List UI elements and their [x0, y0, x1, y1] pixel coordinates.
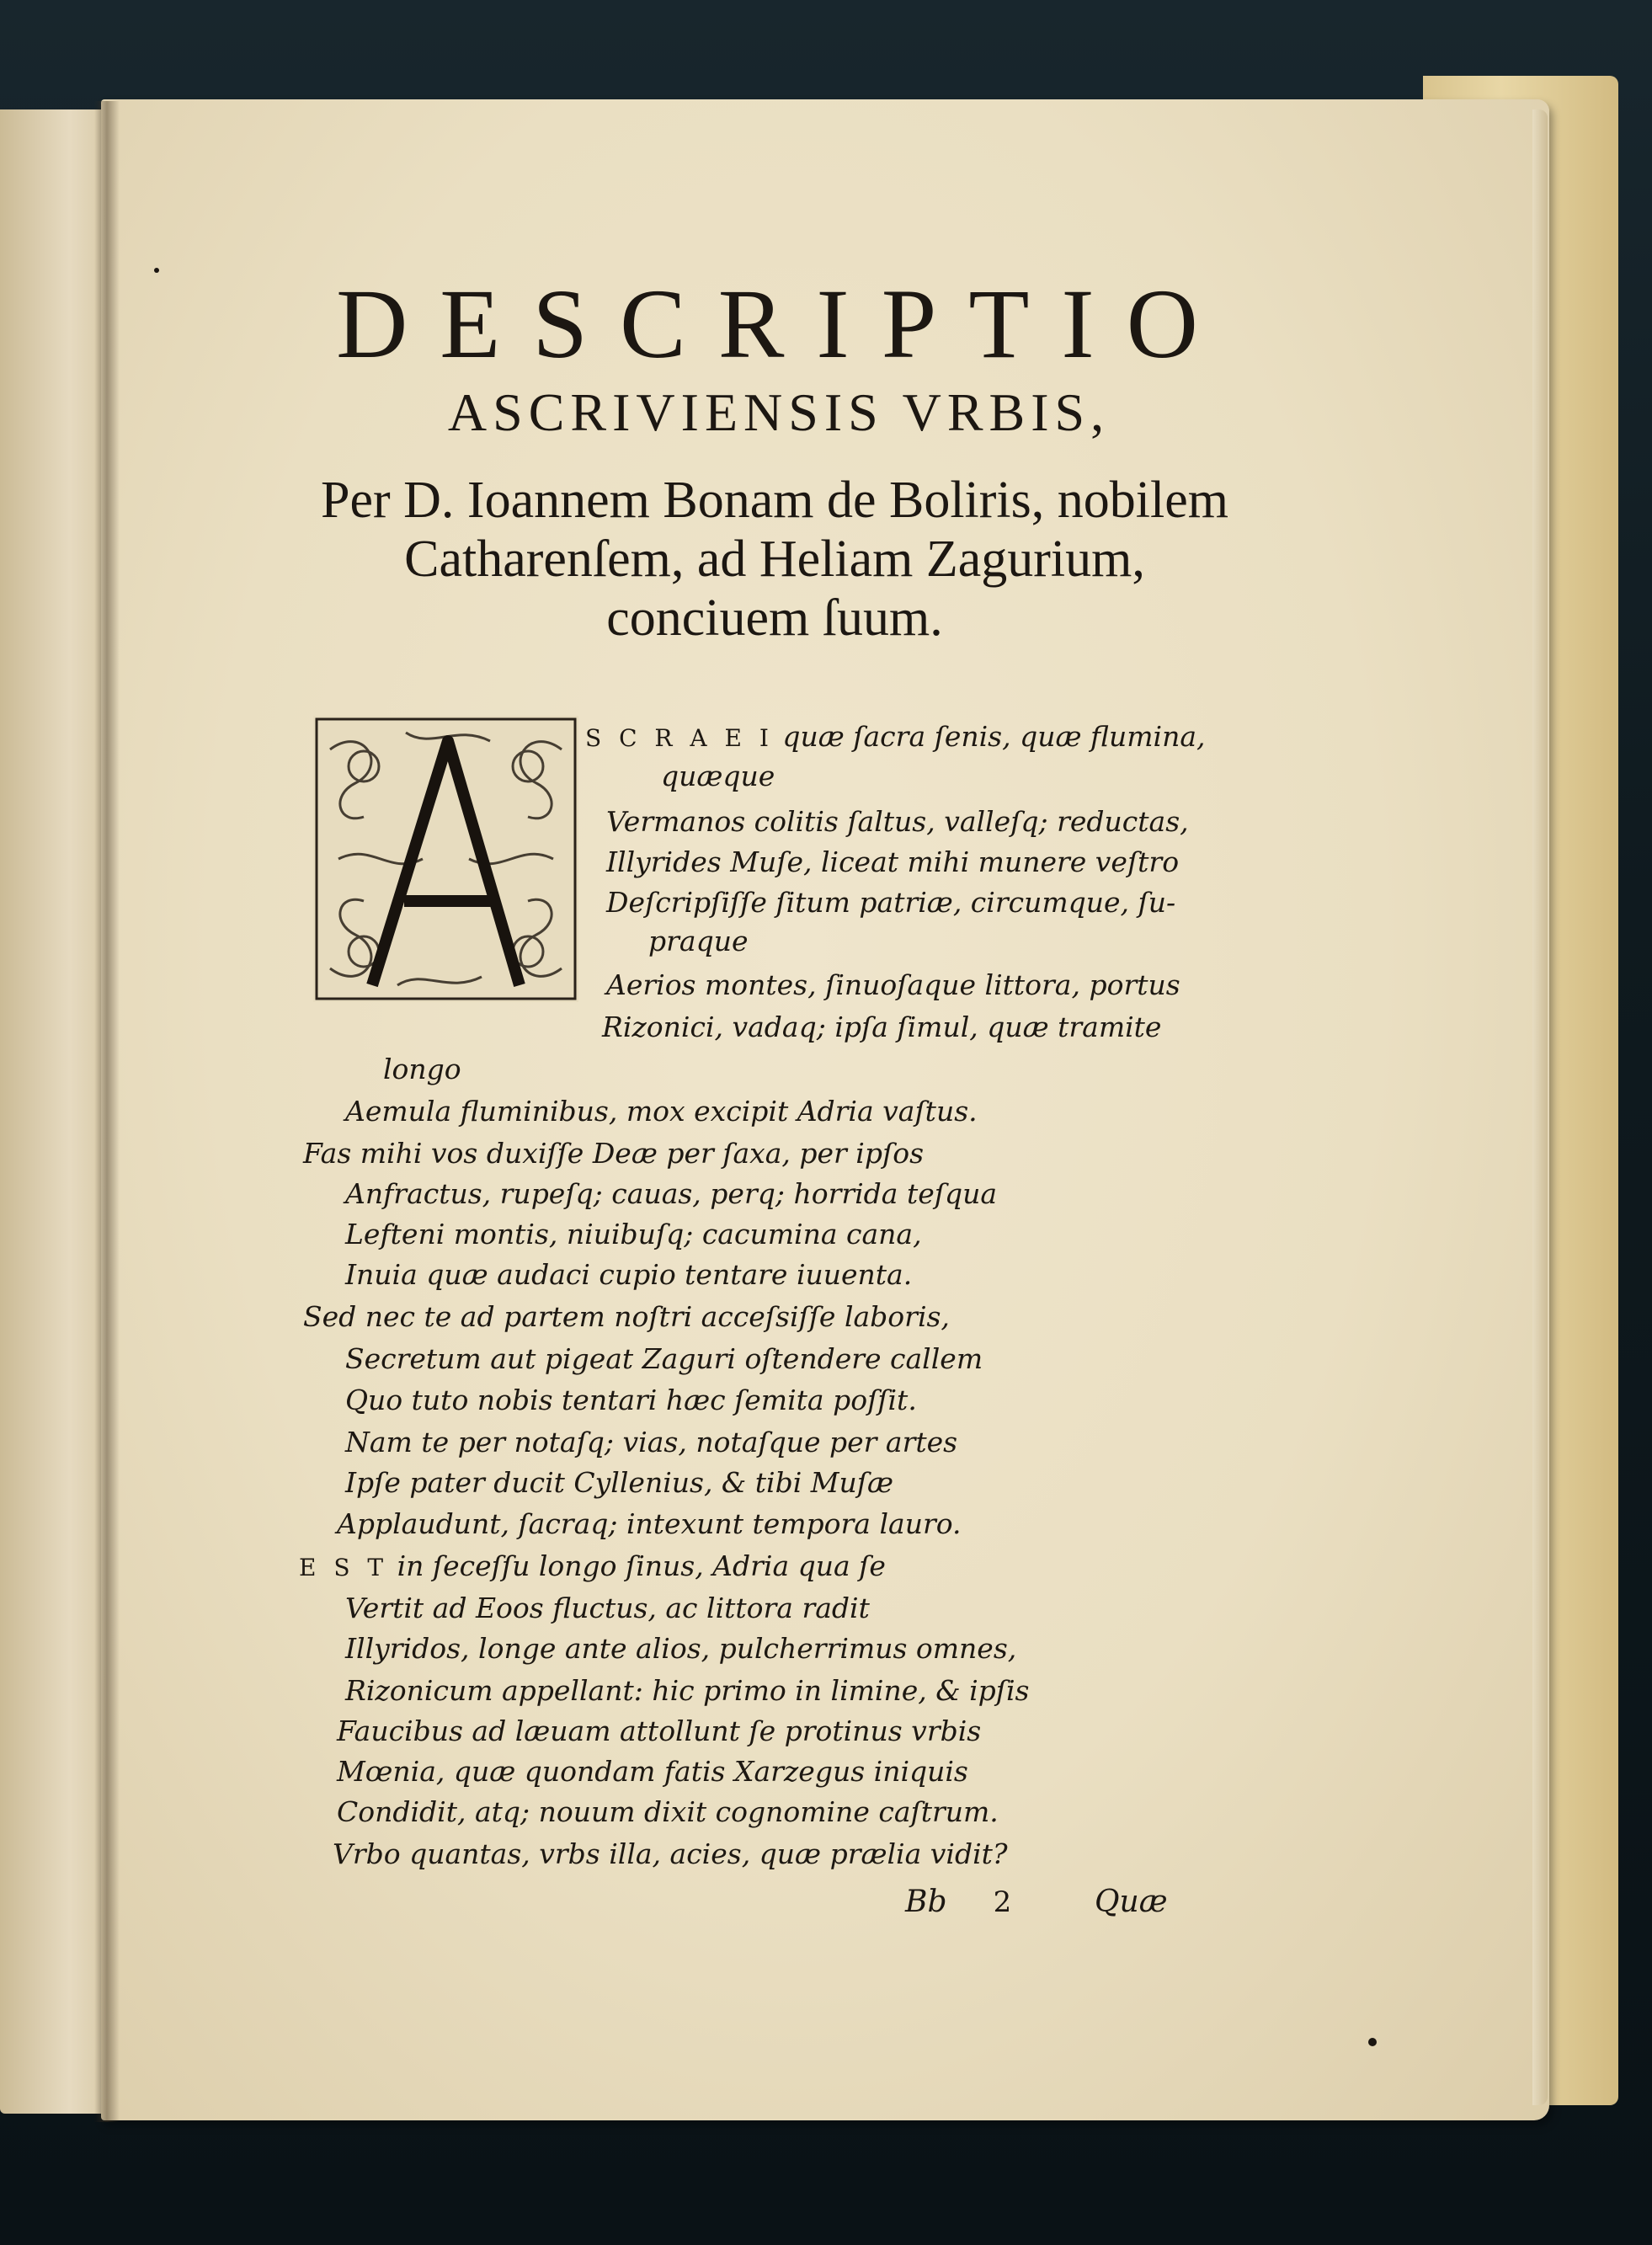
verse-text: Faucibus ad læuam attollunt ſe protinus vrbis	[337, 1714, 982, 1747]
verse-line	[648, 925, 748, 958]
verse-text: Fas mihi vos duxiſſe Deæ per ſaxa, per ipſos	[303, 1137, 925, 1170]
verse-text: Secretum aut pigeat Zaguri oſtendere callem	[345, 1342, 983, 1375]
verse-line	[345, 1592, 870, 1625]
verse-line	[606, 845, 1179, 879]
page-title: DESCRIPTIO	[336, 269, 1230, 379]
gutter-shadow	[94, 101, 120, 2122]
verse-line	[337, 1755, 968, 1789]
verse-line	[345, 1342, 983, 1376]
verse-line	[337, 1714, 981, 1748]
verse-line	[303, 1300, 950, 1334]
verse-text: Lefteni montis, niuibuſq; cacumina cana,	[345, 1218, 922, 1250]
verse-text: Anfractus, rupeſq; cauas, perq; horrida teſqua	[345, 1177, 998, 1210]
dedication-line: Per D. Ioannem Bonam de Boliris, nobilem	[321, 472, 1228, 529]
verse-line	[606, 805, 1189, 839]
ink-dot	[154, 268, 159, 273]
verse-line	[303, 1137, 924, 1170]
verse-text: Deſcripſiſſe ſitum patriæ, circumque, ſu-	[606, 886, 1176, 919]
verse-line	[345, 1258, 912, 1292]
verse-line	[345, 1632, 1016, 1666]
verse-line	[345, 1218, 922, 1251]
verse-text: Mœnia, quæ quondam fatis Xarzegus iniquis	[337, 1755, 968, 1788]
dedication-line: Catharenſem, ad Heliam Zagurium,	[404, 531, 1145, 588]
verse-text: Nam te per notaſq; vias, notaſque per artes	[345, 1426, 958, 1458]
verse-line	[345, 1674, 1029, 1708]
verse-line	[661, 760, 775, 793]
verse-line	[606, 968, 1180, 1002]
page-subtitle: ASCRIVIENSIS VRBIS,	[447, 382, 1111, 442]
verse-text: Inuia quæ audaci cupio tentare iuuenta.	[345, 1258, 913, 1291]
verse-line	[606, 886, 1175, 920]
verse-line	[333, 1837, 1008, 1871]
verse-line	[337, 1795, 999, 1829]
verse-text: Vertit ad Eoos fluctus, ac littora radit	[345, 1592, 870, 1624]
verse-line	[337, 1507, 962, 1541]
verse-text: quæque	[661, 760, 775, 792]
catchword: Quæ	[1095, 1885, 1168, 1919]
ink-dot	[1368, 2038, 1377, 2046]
verse-text: quæ ſacra ſenis, quæ flumina,	[773, 720, 1206, 753]
verse-line	[345, 1384, 917, 1417]
ornament-icon	[313, 716, 578, 1002]
verse-text: Quo tuto nobis tentari hæc ſemita poſſit.	[345, 1384, 917, 1416]
verse-text: Sed nec te ad partem noſtri acceſsiſſe laboris,	[303, 1300, 950, 1333]
verse-text: Ipſe pater ducit Cyllenius, & tibi Muſæ	[345, 1466, 894, 1499]
verse-text: Aemula fluminibus, mox excipit Adria vaſtus.	[345, 1095, 978, 1128]
verse-text: Rizonici, vadaq; ipſa ſimul, quæ tramite	[602, 1011, 1162, 1043]
verse-text: Vermanos colitis ſaltus, valleſq; reductas,	[606, 805, 1189, 838]
verse-line	[383, 1053, 461, 1086]
dedication-line: conciuem ſuum.	[606, 589, 943, 647]
verse-text: Rizonicum appellant: hic primo in limine, & ipſis	[345, 1674, 1030, 1707]
verse-text: Applaudunt, ſacraq; intexunt tempora lauro.	[337, 1507, 962, 1540]
verse-lead-smallcaps: E S T	[299, 1554, 389, 1581]
verse-line	[602, 1011, 1161, 1044]
decorated-initial	[313, 716, 578, 1002]
verse-line	[345, 1426, 957, 1459]
verse-text: longo	[383, 1053, 461, 1085]
verse-line	[345, 1466, 893, 1500]
signature-mark: Bb 2	[905, 1885, 1012, 1919]
verse-text: praque	[648, 925, 749, 957]
verse-text: Aerios montes, ſinuoſaque littora, portus	[606, 968, 1180, 1001]
verse-text: Illyridos, longe ante alios, pulcherrimus omnes,	[345, 1632, 1017, 1665]
verse-text: Condidit, atq; nouum dixit cognomine caſtrum.	[337, 1795, 999, 1828]
verse-text: in ſeceſſu longo ſinus, Adria qua ſe	[388, 1549, 886, 1582]
verse-text: Illyrides Muſe, liceat mihi munere veſtro	[606, 845, 1180, 878]
verse-line	[299, 1549, 886, 1585]
verse-line	[345, 1095, 978, 1128]
verse-line	[585, 720, 1206, 755]
verse-text: Vrbo quantas, vrbs illa, acies, quæ prælia vidit?	[333, 1837, 1008, 1870]
page-fore-edge	[1532, 109, 1548, 2105]
verse-line	[345, 1177, 997, 1211]
verse-lead-smallcaps: S C R A E I	[585, 724, 774, 752]
